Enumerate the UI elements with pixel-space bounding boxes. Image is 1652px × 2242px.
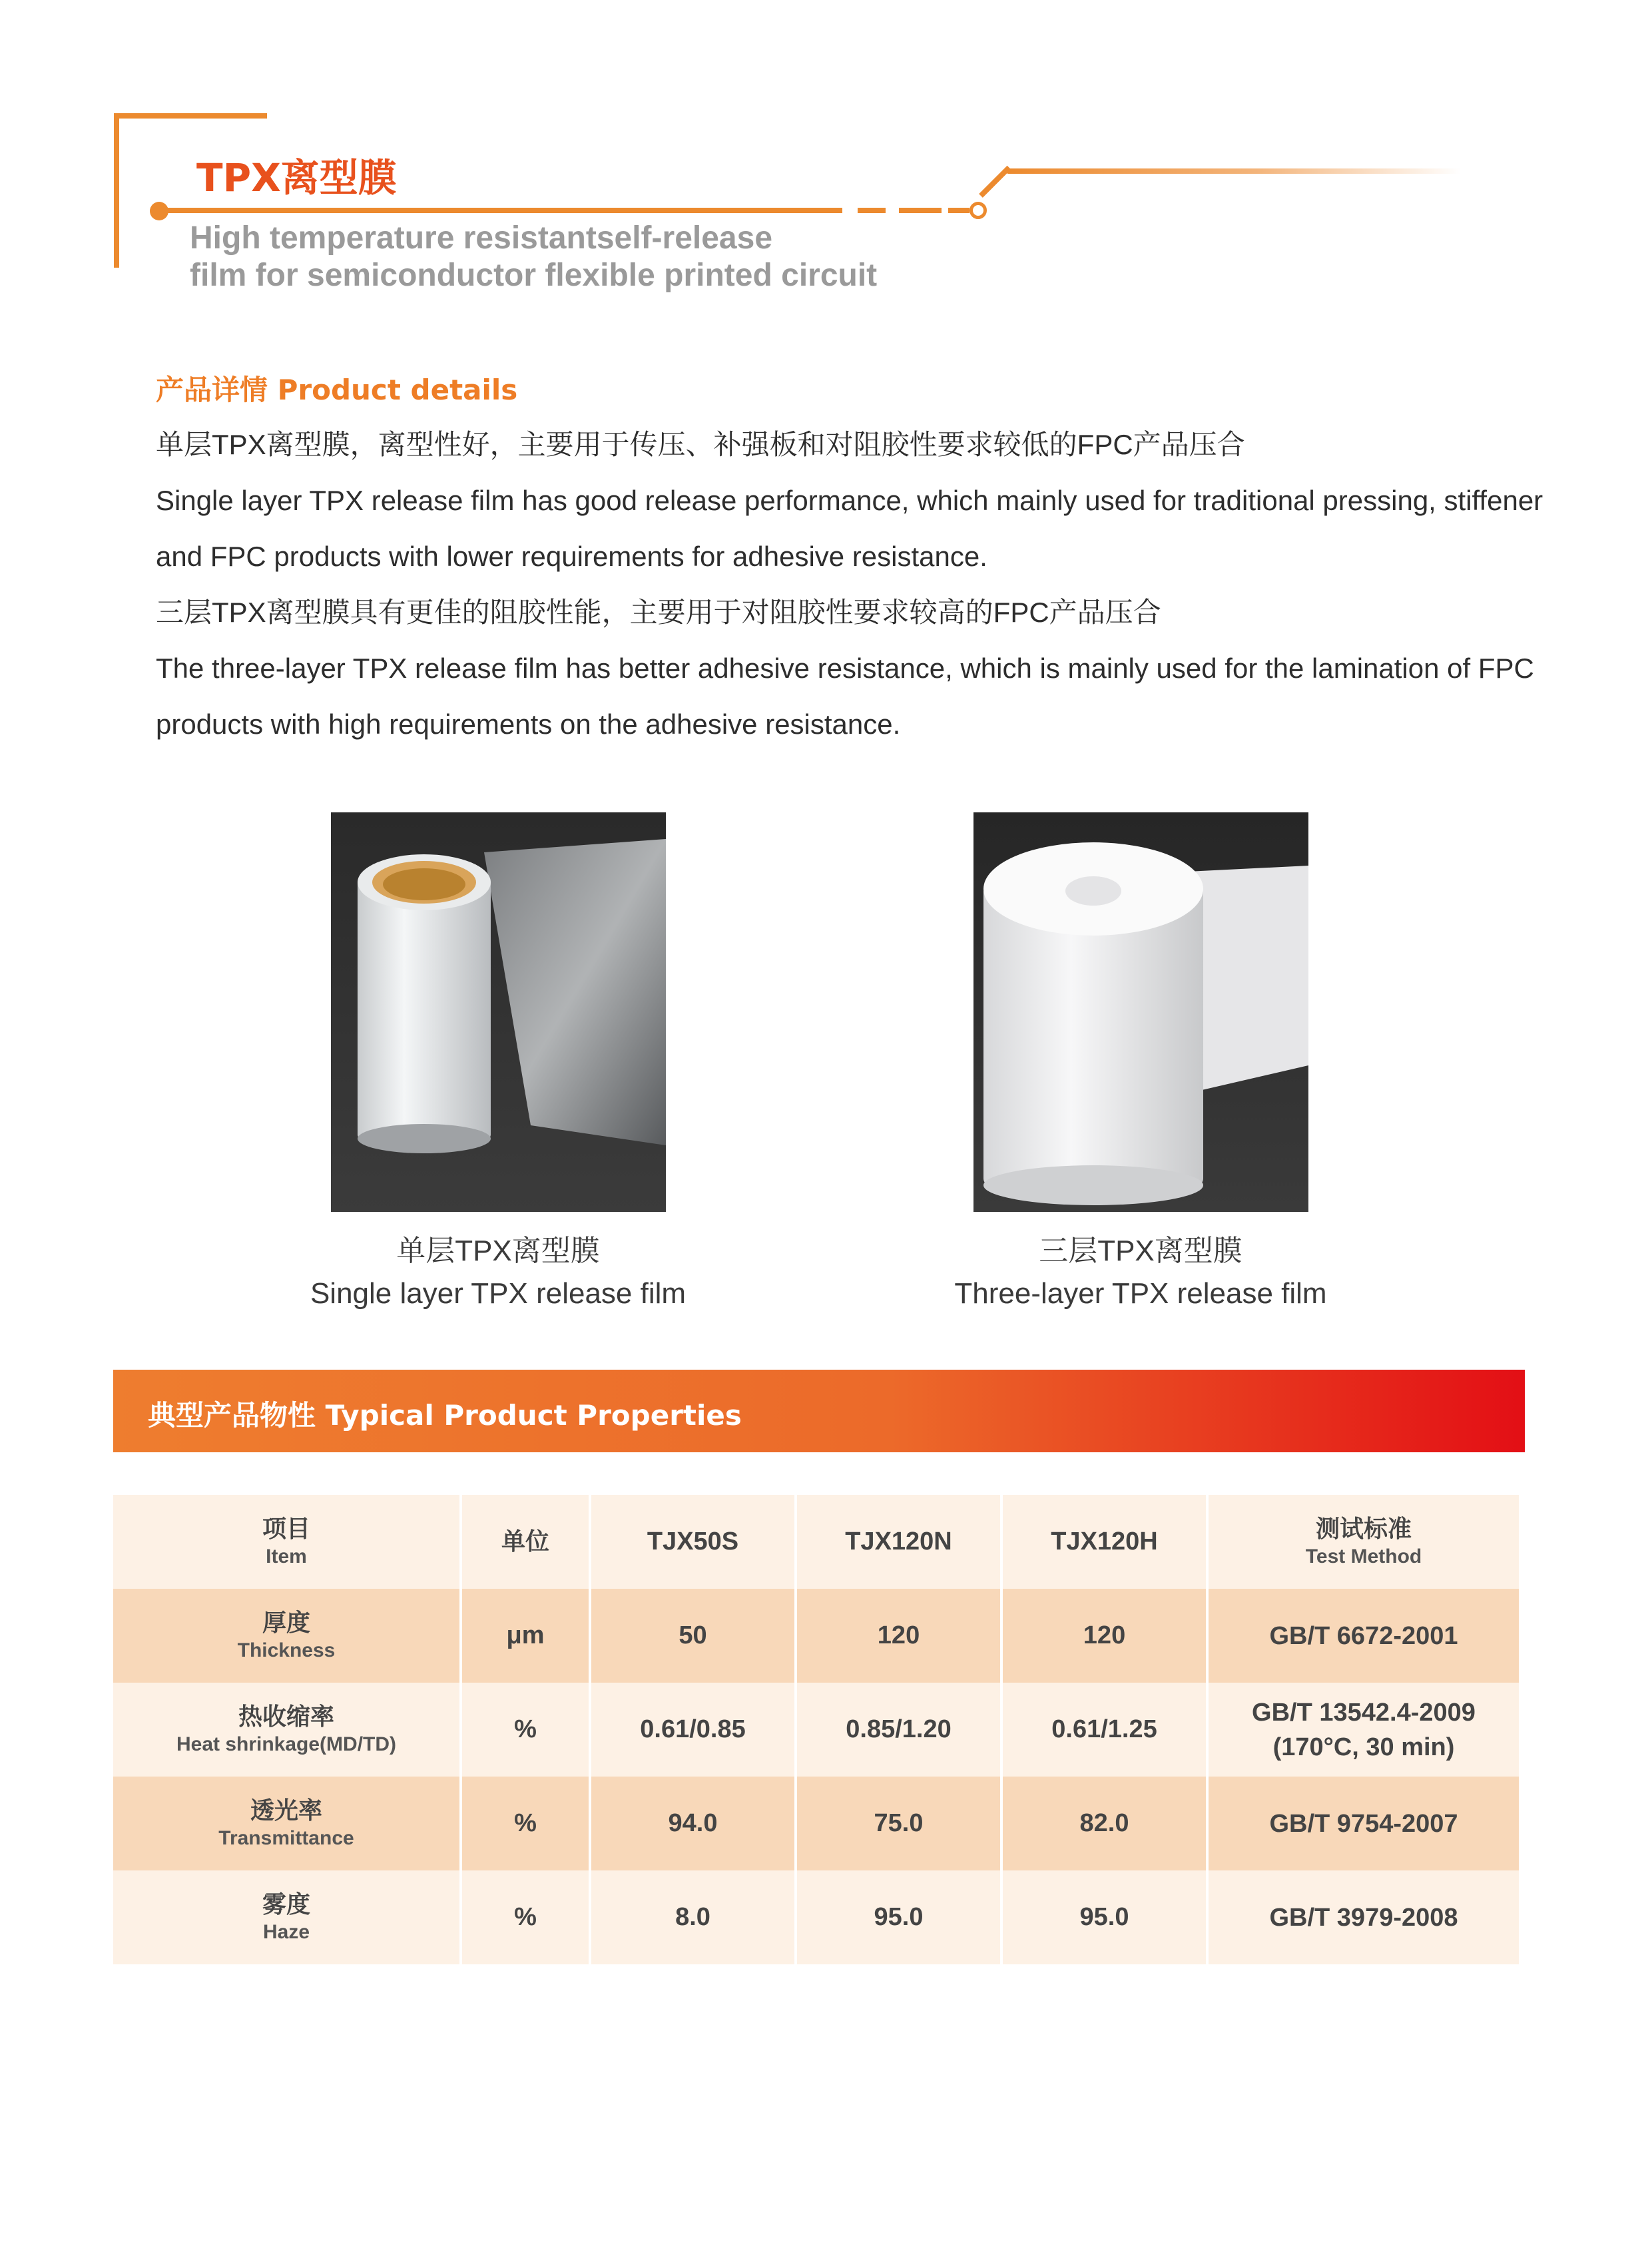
header-unit: 单位 bbox=[462, 1495, 591, 1589]
properties-table bbox=[113, 1495, 1519, 1964]
row-unit: % bbox=[462, 1777, 591, 1870]
caption-en: Three-layer TPX release film bbox=[954, 1277, 1327, 1310]
row-value: 120 bbox=[1003, 1589, 1209, 1683]
row-item: 热收缩率 Heat shrinkage(MD/TD) bbox=[113, 1683, 462, 1777]
header-frame-left bbox=[114, 113, 119, 268]
row-unit: % bbox=[462, 1870, 591, 1964]
row-value: 0.61/0.85 bbox=[591, 1683, 797, 1777]
properties-banner bbox=[113, 1370, 1525, 1452]
row-value: 0.85/1.20 bbox=[797, 1683, 1003, 1777]
header-item: 项目 Item bbox=[113, 1495, 462, 1589]
caption-cn: 单层TPX离型膜 bbox=[396, 1235, 600, 1267]
row-value: 95.0 bbox=[797, 1870, 1003, 1964]
photo-caption bbox=[908, 1230, 1374, 1315]
photo-three-layer-film bbox=[973, 812, 1308, 1212]
row-item: 雾度 Haze bbox=[113, 1870, 462, 1964]
row-value: 94.0 bbox=[591, 1777, 797, 1870]
row-value: 82.0 bbox=[1003, 1777, 1209, 1870]
details-p2-en: The three-layer TPX release film has better adhesive resistance, which is mainly used for the lamination of FPC bbox=[156, 653, 1534, 684]
header-frame-top bbox=[114, 113, 267, 119]
header-ring bbox=[969, 202, 987, 219]
row-value: 0.61/1.25 bbox=[1003, 1683, 1209, 1777]
header-tjx50s: TJX50S bbox=[591, 1495, 797, 1589]
header-dash bbox=[948, 208, 969, 213]
row-value: 75.0 bbox=[797, 1777, 1003, 1870]
table-row bbox=[113, 1683, 1519, 1777]
row-item: 透光率 Transmittance bbox=[113, 1777, 462, 1870]
details-p2-cn: 三层TPX离型膜具有更佳的阻胶性能，主要用于对阻胶性要求较高的FPC产品压合 bbox=[156, 597, 1161, 628]
header-tjx120h: TJX120H bbox=[1003, 1495, 1209, 1589]
row-value: 50 bbox=[591, 1589, 797, 1683]
table-header-row bbox=[113, 1495, 1519, 1589]
subtitle-line: film for semiconductor flexible printed circuit bbox=[190, 258, 878, 293]
subtitle-line: High temperature resistantself-release bbox=[190, 220, 773, 256]
properties-heading: 典型产品物性 Typical Product Properties bbox=[148, 1399, 742, 1432]
details-p1-en: Single layer TPX release film has good release performance, which mainly used for traditional pressing, stiffener bbox=[156, 485, 1543, 516]
header-dot bbox=[150, 202, 168, 220]
photo-single-layer-film bbox=[331, 812, 666, 1212]
header-dash bbox=[858, 208, 886, 213]
row-test-method: GB/T 6672-2001 bbox=[1209, 1589, 1519, 1683]
header-fade-line bbox=[1007, 168, 1460, 174]
details-body bbox=[156, 417, 1541, 752]
details-p1-en: and FPC products with lower requirements for adhesive resistance. bbox=[156, 541, 987, 572]
row-test-method: GB/T 13542.4-2009 (170°C, 30 min) bbox=[1209, 1683, 1519, 1777]
row-unit: μm bbox=[462, 1589, 591, 1683]
header-diagonal bbox=[979, 166, 1011, 198]
page-subtitle bbox=[190, 220, 877, 294]
caption-cn: 三层TPX离型膜 bbox=[1039, 1235, 1242, 1267]
page-title: TPX离型膜 bbox=[196, 155, 397, 200]
photo-caption bbox=[265, 1230, 731, 1315]
row-value: 95.0 bbox=[1003, 1870, 1209, 1964]
row-test-method: GB/T 3979-2008 bbox=[1209, 1870, 1519, 1964]
caption-en: Single layer TPX release film bbox=[310, 1277, 687, 1310]
row-value: 120 bbox=[797, 1589, 1003, 1683]
row-value: 8.0 bbox=[591, 1870, 797, 1964]
header-test-method: 测试标准 Test Method bbox=[1209, 1495, 1519, 1589]
header-rule bbox=[163, 208, 842, 213]
row-test-method: GB/T 9754-2007 bbox=[1209, 1777, 1519, 1870]
details-p2-en: products with high requirements on the adhesive resistance. bbox=[156, 708, 901, 740]
row-item: 厚度 Thickness bbox=[113, 1589, 462, 1683]
details-heading: 产品详情 Product details bbox=[156, 374, 518, 406]
table-row bbox=[113, 1589, 1519, 1683]
table-row bbox=[113, 1870, 1519, 1964]
row-unit: % bbox=[462, 1683, 591, 1777]
header-dash bbox=[899, 208, 942, 213]
header-tjx120n: TJX120N bbox=[797, 1495, 1003, 1589]
table-row bbox=[113, 1777, 1519, 1870]
details-p1-cn: 单层TPX离型膜，离型性好，主要用于传压、补强板和对阻胶性要求较低的FPC产品压合 bbox=[156, 429, 1245, 460]
